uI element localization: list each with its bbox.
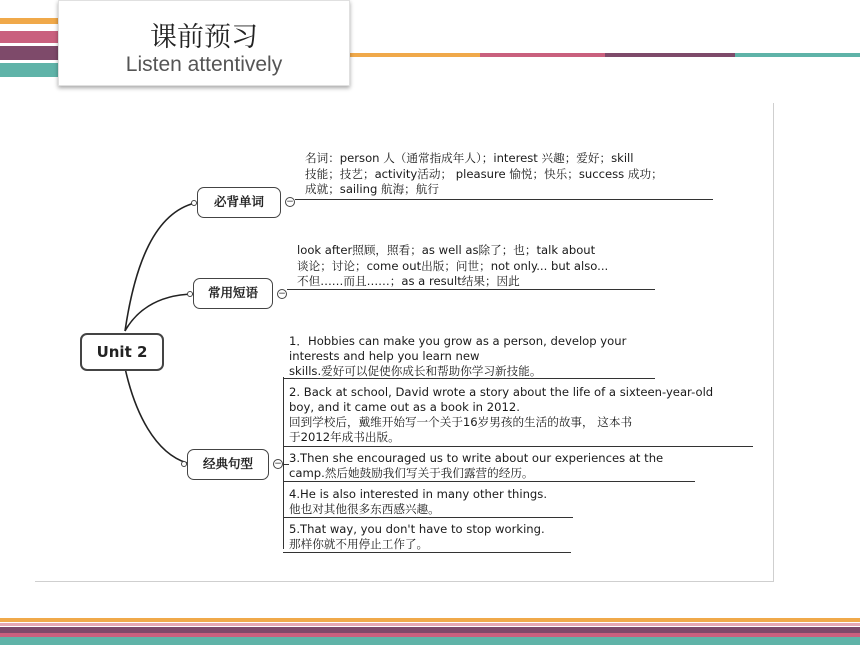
stripe-pink — [0, 31, 60, 43]
branch-underline — [287, 289, 655, 290]
sentence-2-line-4: 于2012年成书出版。 — [289, 430, 400, 444]
phrase-line-3: 不但……而且……；as a result结果；因此 — [297, 274, 520, 288]
stripe-plum — [0, 46, 60, 60]
phrase-line-1: look after照顾，照看；as well as除了；也；talk about — [297, 243, 596, 257]
sentence-1-line-3: skills.爱好可以促使你成长和帮助你学习新技能。 — [289, 364, 542, 378]
page-subtitle: Listen attentively — [125, 53, 283, 76]
collapse-icon[interactable]: − — [278, 289, 286, 299]
sentence-underline — [283, 552, 571, 553]
header-rule-pink — [480, 53, 605, 57]
stripe-orange — [0, 18, 60, 24]
sentence-underline — [283, 517, 573, 518]
branch-underline — [295, 199, 713, 200]
sentence-2-line-1: 2. Back at school, David wrote a story about the life of a sixteen-year-old — [289, 385, 714, 399]
vocab-line-1: 名词：person 人（通常指成年人）；interest 兴趣；爱好；skill — [305, 151, 634, 165]
sentence-2-line-3: 回到学校后，戴维开始写一个关于16岁男孩的生活的故事， 这本书 — [289, 415, 633, 429]
sentence-spine — [283, 377, 284, 549]
sentence-underline — [283, 446, 753, 447]
branch-node-phrases[interactable]: 常用短语 — [193, 278, 273, 309]
page-title: 课前预习 — [150, 22, 258, 53]
title-box — [58, 0, 350, 86]
root-node[interactable]: Unit 2 — [80, 333, 164, 371]
branch-node-vocabulary[interactable]: 必背单词 — [197, 187, 281, 218]
phrase-line-2: 谈论；讨论；come out出版；问世；not only... but also... — [297, 259, 609, 273]
footer-bar-teal — [0, 637, 860, 645]
header-rule-plum — [605, 53, 735, 57]
header-rule-orange — [350, 53, 480, 57]
sentence-underline — [283, 481, 695, 482]
header-rule-teal — [735, 53, 860, 57]
sentence-2-line-2: boy, and it came out as a book in 2012. — [289, 400, 520, 414]
sentence-1-line-2: interests and help you learn new — [289, 349, 480, 363]
sentence-1-line-1: 1．Hobbies can make you grow as a person, develop your — [289, 334, 627, 348]
sentence-underline — [283, 378, 655, 379]
branch-node-sentences[interactable]: 经典句型 — [187, 449, 269, 480]
footer-bar-light — [0, 623, 860, 626]
sentence-3-line-1: 3.Then she encouraged us to write about our experiences at the — [289, 451, 664, 465]
collapse-icon[interactable]: − — [286, 197, 294, 207]
sentence-3-line-2: camp.然后她鼓励我们写关于我们露营的经历。 — [289, 466, 534, 480]
footer-bar-orange — [0, 618, 860, 622]
sentence-5-line-2: 那样你就不用停止工作了。 — [289, 537, 429, 551]
mind-map — [35, 103, 774, 582]
vocab-line-3: 成就；sailing 航海；航行 — [305, 182, 439, 196]
sentence-4-line-2: 他也对其他很多东西感兴趣。 — [289, 502, 440, 516]
collapse-icon[interactable]: − — [274, 459, 282, 469]
sentence-4-line-1: 4.He is also interested in many other things. — [289, 487, 548, 501]
sentence-5-line-1: 5.That way, you don't have to stop working. — [289, 522, 545, 536]
stripe-teal — [0, 63, 60, 77]
vocab-line-2: 技能；技艺；activity活动； pleasure 愉悦；快乐；success 成功； — [305, 167, 663, 181]
